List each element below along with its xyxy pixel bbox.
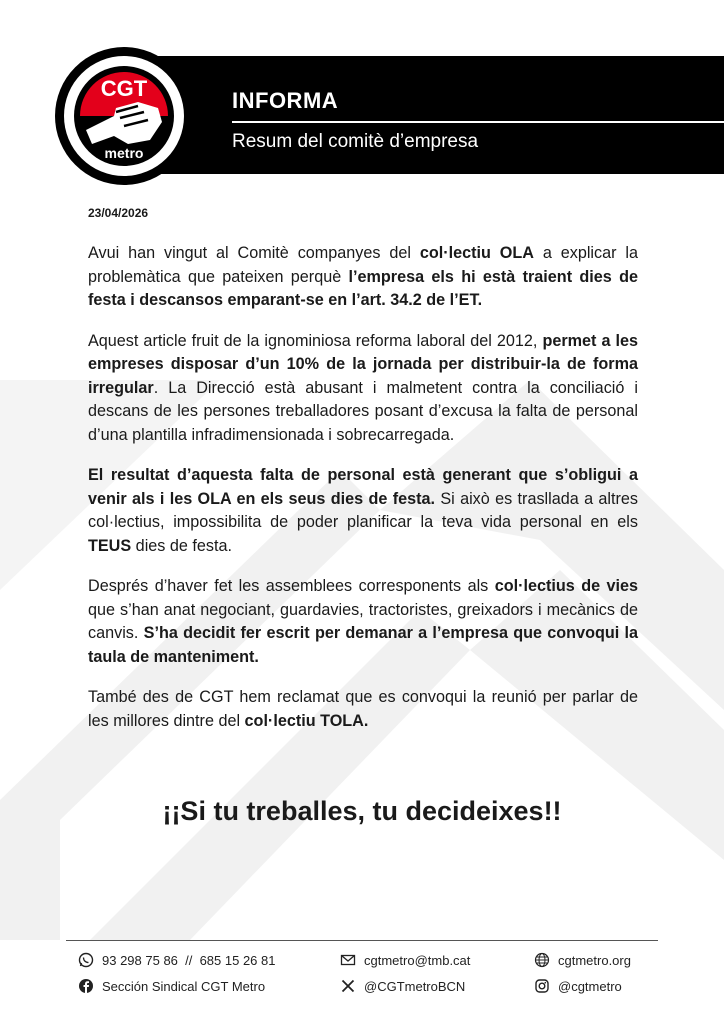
footer-website[interactable] xyxy=(534,952,631,968)
document-date: 23/04/2026 xyxy=(88,206,149,220)
logo-text-top: CGT xyxy=(100,76,148,101)
header-divider xyxy=(232,121,724,123)
header-subtitle: Resum del comitè d’empresa xyxy=(232,131,479,152)
footer-instagram-text: @cgtmetro xyxy=(558,978,622,994)
paragraph-text: Si això es trasllada a altres col·lectius, impossibilita de poder planificar la teva vida personal en els xyxy=(88,489,639,531)
paragraph xyxy=(88,686,638,733)
slogan: ¡¡Si tu treballes, tu decideixes!! xyxy=(162,796,562,826)
document-body xyxy=(88,242,638,750)
paragraph-text: a explicar la problemàtica que pateixen perquè xyxy=(88,244,639,286)
paragraph-text: Aquest article fruit de la ignominiosa reforma laboral del 2012, xyxy=(88,331,543,350)
paragraph-text-bold: l’empresa els hi està traient dies de festa i descansos emparant-se en l’art. 34.2 de l’ET. xyxy=(88,267,638,309)
cgt-metro-logo xyxy=(54,46,194,186)
footer-x[interactable] xyxy=(340,978,465,994)
logo-text-bottom: metro xyxy=(104,145,144,161)
whatsapp-icon xyxy=(78,952,94,968)
facebook-icon xyxy=(78,978,94,994)
paragraph-text-bold: col·lectius de vies xyxy=(494,577,639,595)
footer-facebook-text: Sección Sindical CGT Metro xyxy=(102,978,266,994)
paragraph-text: També des de CGT hem reclamat que es convoqui la reunió per parlar de les millores dintre del xyxy=(88,688,638,730)
footer-website-text: cgtmetro.org xyxy=(558,952,631,968)
paragraph-text: . La Direcció està abusant i malmetent contra la conciliació i descans de les persones treballadores posant d’excusa la falta de personal d’una plantilla infradimensionada i sobrecarregada. xyxy=(88,378,638,444)
x-icon xyxy=(340,978,356,994)
footer-email[interactable] xyxy=(340,952,470,968)
footer-facebook[interactable] xyxy=(78,978,265,994)
footer-x-text: @CGTmetroBCN xyxy=(364,978,466,994)
paragraph-text-bold: S’ha decidit fer escrit per demanar a l’empresa que convoqui la taula de manteniment. xyxy=(88,624,638,666)
paragraph-text: que s’han anat negociant, guardavies, tractoristes, greixadors i mecànics de canvis. xyxy=(88,600,638,642)
paragraph-text-bold: col·lectiu TOLA. xyxy=(244,711,369,730)
header-title: INFORMA xyxy=(232,88,339,113)
globe-icon xyxy=(534,952,550,968)
footer-instagram[interactable] xyxy=(534,978,622,994)
footer-phone-text: 93 298 75 86 // 685 15 26 81 xyxy=(102,952,276,968)
header-bar xyxy=(130,56,724,174)
paragraph xyxy=(88,330,638,448)
footer-phone[interactable] xyxy=(78,952,275,968)
footer-divider xyxy=(66,940,658,941)
paragraph-text-bold: TEUS xyxy=(88,536,132,555)
instagram-icon xyxy=(534,978,550,994)
paragraph xyxy=(88,575,638,669)
paragraph-text: dies de festa. xyxy=(131,536,232,555)
envelope-icon xyxy=(340,952,356,968)
paragraph-text-bold: permet a les empreses disposar d’un 10% de la jornada per distribuir-la de forma irregular xyxy=(88,331,639,397)
paragraph-text: Després d’haver fet les assemblees corresponents als xyxy=(88,577,495,595)
footer-email-text: cgtmetro@tmb.cat xyxy=(364,952,471,968)
paragraph-text-bold: El resultat d’aquesta falta de personal està generant que s’obligui a venir als i les OLA en els seus dies de festa. xyxy=(88,466,638,508)
paragraph xyxy=(88,464,638,558)
paragraph-text: Avui han vingut al Comitè companyes del xyxy=(88,244,420,262)
paragraph-text-bold: col·lectiu OLA xyxy=(419,244,534,262)
paragraph xyxy=(88,242,638,313)
